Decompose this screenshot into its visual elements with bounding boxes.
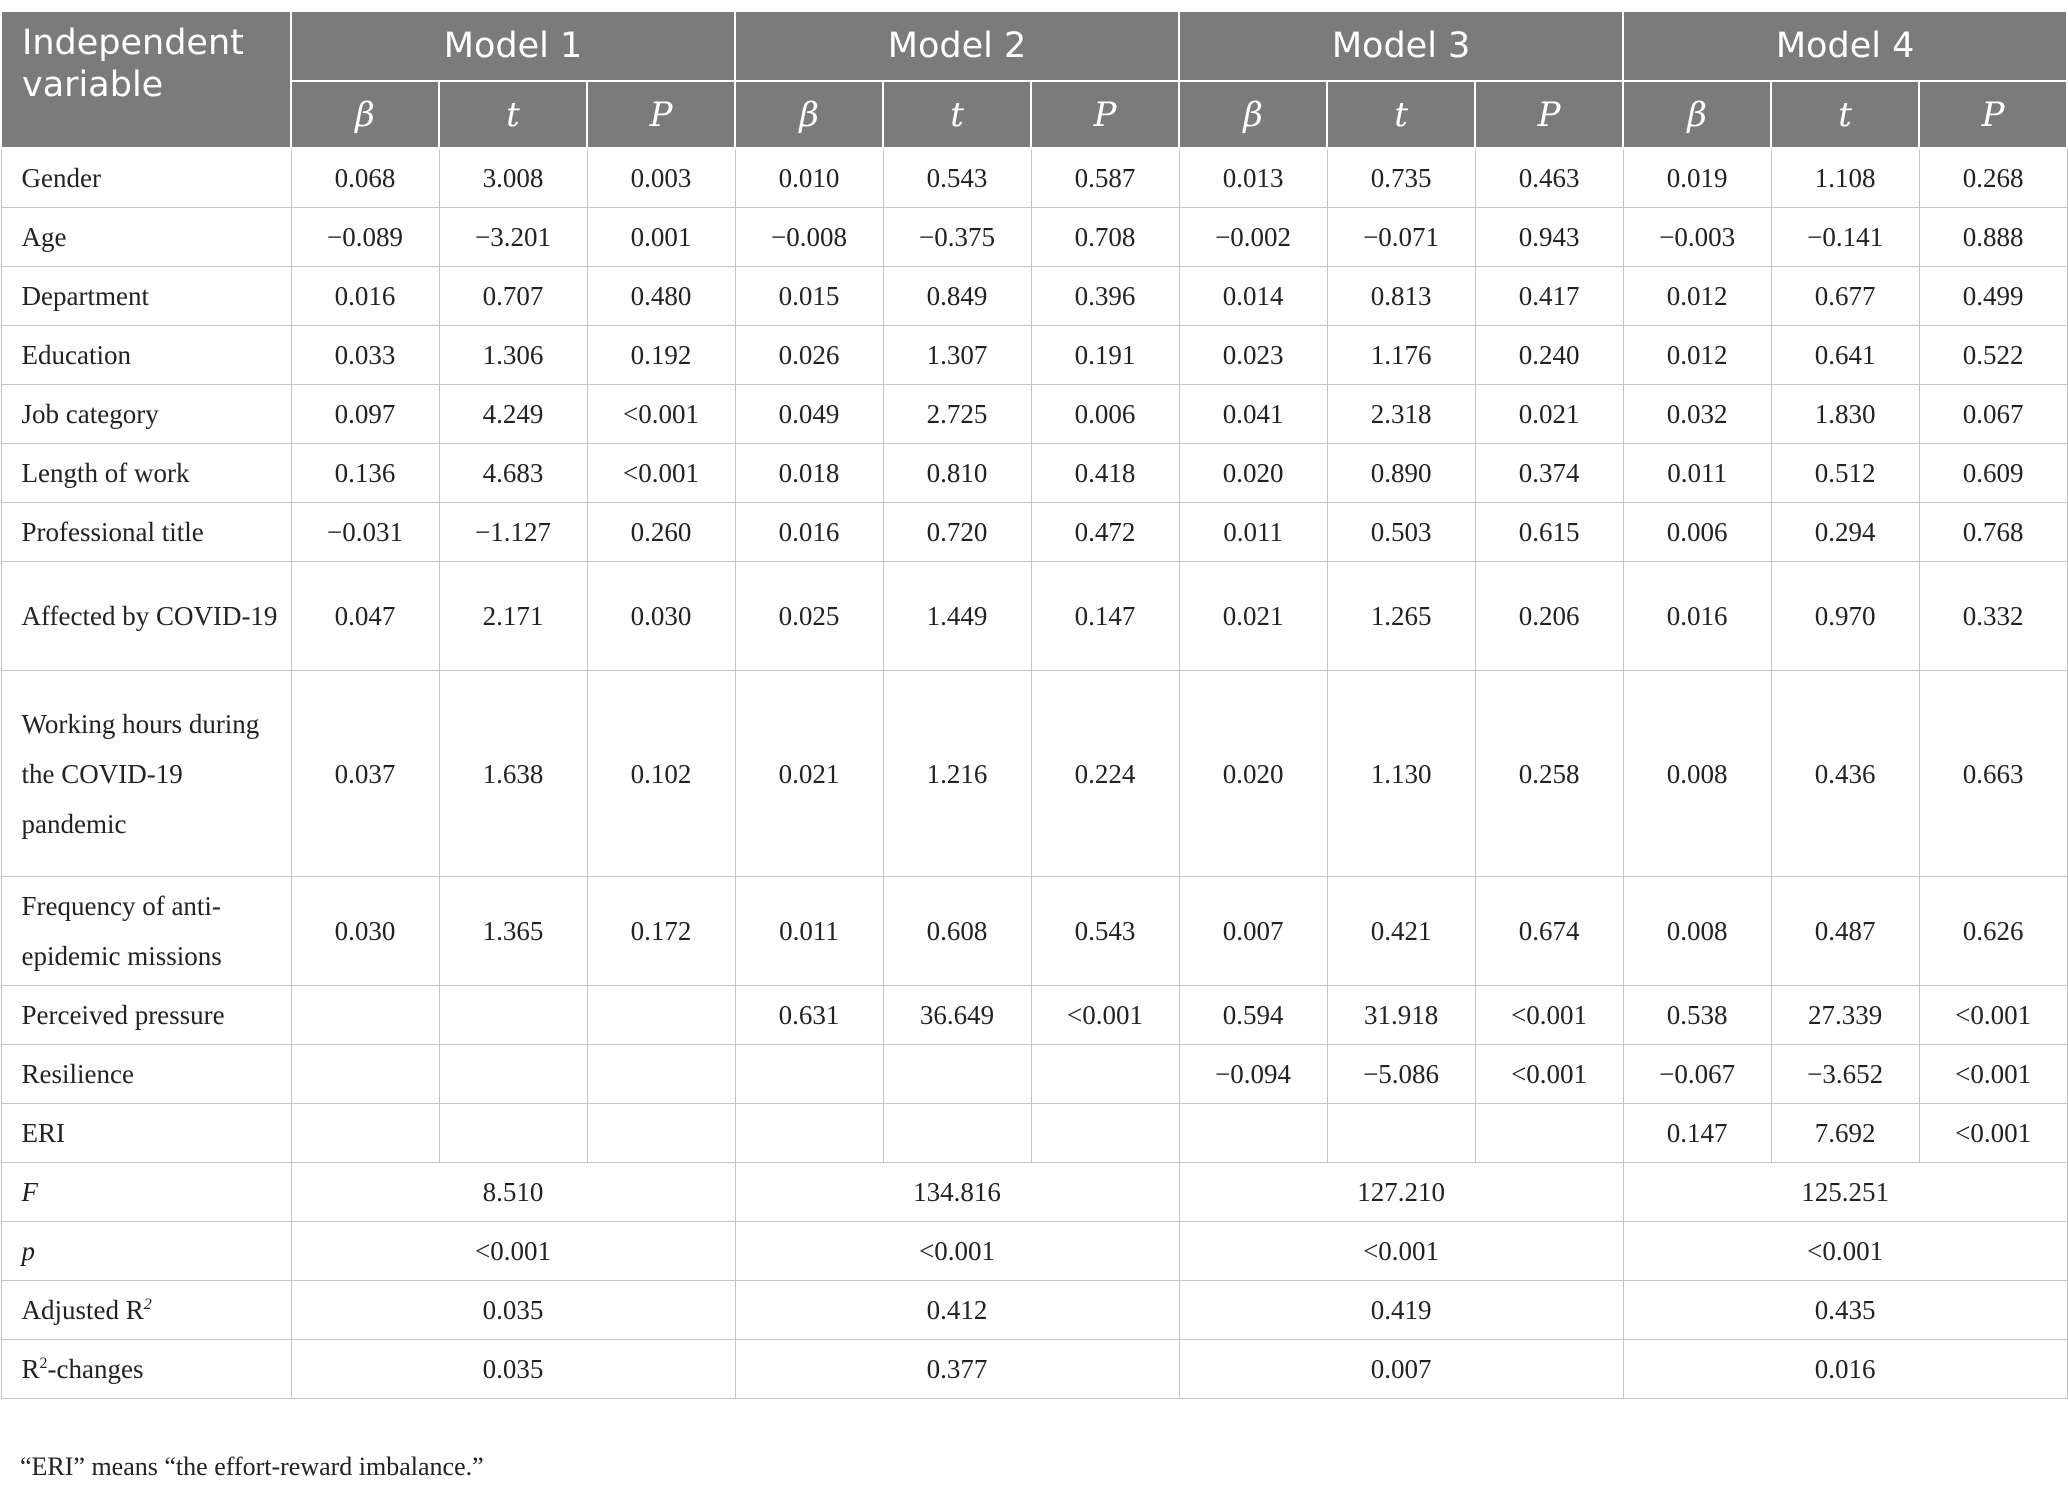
- cell: 0.015: [735, 267, 883, 326]
- cell: 0.538: [1623, 986, 1771, 1045]
- cell: 0.608: [883, 877, 1031, 986]
- cell: [587, 1045, 735, 1104]
- cell: 0.007: [1179, 877, 1327, 986]
- t-header: t: [439, 81, 587, 148]
- cell: [735, 1104, 883, 1163]
- cell: 0.735: [1327, 148, 1475, 208]
- row-label: ERI: [1, 1104, 291, 1163]
- cell: −0.067: [1623, 1045, 1771, 1104]
- row-label: Job category: [1, 385, 291, 444]
- cell: 0.021: [1179, 562, 1327, 671]
- cell: 0.419: [1179, 1281, 1623, 1340]
- model-4-header: Model 4: [1623, 11, 2067, 81]
- table-row: [1, 1045, 2067, 1104]
- cell: 0.943: [1475, 208, 1623, 267]
- cell: <0.001: [1919, 986, 2067, 1045]
- cell: 125.251: [1623, 1163, 2067, 1222]
- cell: 0.016: [291, 267, 439, 326]
- t-header: t: [883, 81, 1031, 148]
- cell: 31.918: [1327, 986, 1475, 1045]
- cell: −0.141: [1771, 208, 1919, 267]
- cell: 0.011: [1623, 444, 1771, 503]
- cell: 0.097: [291, 385, 439, 444]
- row-label: Age: [1, 208, 291, 267]
- beta-header: β: [1623, 81, 1771, 148]
- cell: 1.449: [883, 562, 1031, 671]
- summary-row-r2-changes: [1, 1340, 2067, 1399]
- table-row: [1, 208, 2067, 267]
- cell: −0.094: [1179, 1045, 1327, 1104]
- row-label: [1, 1340, 291, 1399]
- cell: 2.171: [439, 562, 587, 671]
- cell: 0.332: [1919, 562, 2067, 671]
- row-label-text: Adjusted R: [21, 1295, 144, 1325]
- model-1-header: Model 1: [291, 11, 735, 81]
- t-header: t: [1771, 81, 1919, 148]
- cell: 0.503: [1327, 503, 1475, 562]
- cell: 0.008: [1623, 671, 1771, 877]
- cell: 0.020: [1179, 444, 1327, 503]
- beta-header: β: [1179, 81, 1327, 148]
- table-row: [1, 267, 2067, 326]
- cell: 0.018: [735, 444, 883, 503]
- cell: 0.136: [291, 444, 439, 503]
- table-footnote: “ERI” means “the effort-reward imbalance.”: [20, 1452, 484, 1481]
- cell: 0.021: [735, 671, 883, 877]
- cell: 0.035: [291, 1281, 735, 1340]
- cell: 0.663: [1919, 671, 2067, 877]
- cell: 0.631: [735, 986, 883, 1045]
- cell: 0.418: [1031, 444, 1179, 503]
- cell: <0.001: [291, 1222, 735, 1281]
- cell: 0.206: [1475, 562, 1623, 671]
- table-row: [1, 986, 2067, 1045]
- cell: 0.768: [1919, 503, 2067, 562]
- row-label: Perceived pressure: [1, 986, 291, 1045]
- cell: 0.587: [1031, 148, 1179, 208]
- cell: −1.127: [439, 503, 587, 562]
- table-row: [1, 326, 2067, 385]
- table-row: [1, 671, 2067, 877]
- row-label: [1, 1281, 291, 1340]
- cell: 0.016: [1623, 562, 1771, 671]
- cell: 0.102: [587, 671, 735, 877]
- cell: [291, 1045, 439, 1104]
- cell: 0.641: [1771, 326, 1919, 385]
- table-row: [1, 444, 2067, 503]
- cell: 0.720: [883, 503, 1031, 562]
- cell: 0.626: [1919, 877, 2067, 986]
- cell: 0.412: [735, 1281, 1179, 1340]
- table-row: [1, 1104, 2067, 1163]
- cell: <0.001: [1475, 1045, 1623, 1104]
- cell: <0.001: [1031, 986, 1179, 1045]
- cell: <0.001: [1919, 1104, 2067, 1163]
- cell: <0.001: [1919, 1045, 2067, 1104]
- cell: 0.019: [1623, 148, 1771, 208]
- cell: 0.067: [1919, 385, 2067, 444]
- row-label: Professional title: [1, 503, 291, 562]
- cell: 0.674: [1475, 877, 1623, 986]
- cell: 0.487: [1771, 877, 1919, 986]
- cell: 0.436: [1771, 671, 1919, 877]
- cell: 0.007: [1179, 1340, 1623, 1399]
- p-header: P: [1475, 81, 1623, 148]
- cell: −3.201: [439, 208, 587, 267]
- cell: 0.849: [883, 267, 1031, 326]
- table-row: [1, 148, 2067, 208]
- cell: −0.002: [1179, 208, 1327, 267]
- cell: 0.594: [1179, 986, 1327, 1045]
- cell: 0.047: [291, 562, 439, 671]
- cell: [1179, 1104, 1327, 1163]
- cell: 0.033: [291, 326, 439, 385]
- cell: 0.006: [1031, 385, 1179, 444]
- cell: 0.609: [1919, 444, 2067, 503]
- beta-header: β: [291, 81, 439, 148]
- cell: <0.001: [735, 1222, 1179, 1281]
- cell: 0.001: [587, 208, 735, 267]
- cell: <0.001: [1623, 1222, 2067, 1281]
- cell: <0.001: [587, 385, 735, 444]
- cell: 0.032: [1623, 385, 1771, 444]
- superscript: 2: [39, 1355, 48, 1372]
- cell: 0.377: [735, 1340, 1179, 1399]
- cell: 0.041: [1179, 385, 1327, 444]
- cell: [1327, 1104, 1475, 1163]
- row-label-prefix: R: [21, 1354, 40, 1384]
- table-wrapper: [0, 10, 2068, 1399]
- cell: −0.071: [1327, 208, 1475, 267]
- table-row: [1, 503, 2067, 562]
- cell: 1.176: [1327, 326, 1475, 385]
- p-header: P: [1031, 81, 1179, 148]
- cell: 0.260: [587, 503, 735, 562]
- cell: 0.011: [735, 877, 883, 986]
- cell: [587, 986, 735, 1045]
- cell: 0.435: [1623, 1281, 2067, 1340]
- cell: 0.294: [1771, 503, 1919, 562]
- cell: 1.830: [1771, 385, 1919, 444]
- cell: 0.421: [1327, 877, 1475, 986]
- cell: 0.013: [1179, 148, 1327, 208]
- cell: 0.258: [1475, 671, 1623, 877]
- cell: 0.417: [1475, 267, 1623, 326]
- cell: [439, 1104, 587, 1163]
- cell: 0.012: [1623, 267, 1771, 326]
- cell: 0.016: [1623, 1340, 2067, 1399]
- cell: 0.615: [1475, 503, 1623, 562]
- cell: 0.268: [1919, 148, 2067, 208]
- cell: 0.463: [1475, 148, 1623, 208]
- cell: [883, 1104, 1031, 1163]
- beta-header: β: [735, 81, 883, 148]
- cell: 0.147: [1031, 562, 1179, 671]
- cell: 127.210: [1179, 1163, 1623, 1222]
- cell: 0.543: [1031, 877, 1179, 986]
- cell: 1.365: [439, 877, 587, 986]
- cell: 0.224: [1031, 671, 1179, 877]
- cell: 0.008: [1623, 877, 1771, 986]
- row-label: Length of work: [1, 444, 291, 503]
- row-label: Department: [1, 267, 291, 326]
- cell: 0.240: [1475, 326, 1623, 385]
- cell: 0.010: [735, 148, 883, 208]
- cell: 0.068: [291, 148, 439, 208]
- independent-variable-header: Independent variable: [1, 11, 291, 148]
- cell: 0.191: [1031, 326, 1179, 385]
- cell: [291, 986, 439, 1045]
- row-label: Working hours during the COVID-19 pandemic: [1, 671, 291, 877]
- cell: 0.480: [587, 267, 735, 326]
- cell: 0.522: [1919, 326, 2067, 385]
- cell: 0.813: [1327, 267, 1475, 326]
- table-row: [1, 385, 2067, 444]
- cell: 0.006: [1623, 503, 1771, 562]
- cell: 0.023: [1179, 326, 1327, 385]
- cell: 36.649: [883, 986, 1031, 1045]
- cell: 0.707: [439, 267, 587, 326]
- cell: −0.031: [291, 503, 439, 562]
- table-row: [1, 877, 2067, 986]
- summary-row-p: [1, 1222, 2067, 1281]
- row-label: Frequency of anti-epidemic missions: [1, 877, 291, 986]
- cell: 0.012: [1623, 326, 1771, 385]
- cell: 0.888: [1919, 208, 2067, 267]
- cell: −3.652: [1771, 1045, 1919, 1104]
- header-row-stats: [1, 81, 2067, 148]
- row-label: Education: [1, 326, 291, 385]
- cell: [1031, 1104, 1179, 1163]
- cell: 0.020: [1179, 671, 1327, 877]
- cell: 1.306: [439, 326, 587, 385]
- cell: [439, 1045, 587, 1104]
- cell: 0.021: [1475, 385, 1623, 444]
- cell: 0.037: [291, 671, 439, 877]
- cell: <0.001: [1179, 1222, 1623, 1281]
- cell: [587, 1104, 735, 1163]
- cell: −0.375: [883, 208, 1031, 267]
- cell: 1.108: [1771, 148, 1919, 208]
- cell: 0.016: [735, 503, 883, 562]
- cell: 0.049: [735, 385, 883, 444]
- t-header: t: [1327, 81, 1475, 148]
- cell: 4.249: [439, 385, 587, 444]
- cell: 0.970: [1771, 562, 1919, 671]
- model-2-header: Model 2: [735, 11, 1179, 81]
- cell: −0.008: [735, 208, 883, 267]
- cell: 27.339: [1771, 986, 1919, 1045]
- superscript: 2: [143, 1296, 152, 1313]
- cell: 0.030: [587, 562, 735, 671]
- row-label: F: [1, 1163, 291, 1222]
- row-label: Gender: [1, 148, 291, 208]
- cell: 7.692: [1771, 1104, 1919, 1163]
- cell: [1475, 1104, 1623, 1163]
- cell: 0.014: [1179, 267, 1327, 326]
- row-label-suffix: -changes: [47, 1354, 144, 1384]
- cell: −0.089: [291, 208, 439, 267]
- cell: 0.030: [291, 877, 439, 986]
- cell: 0.026: [735, 326, 883, 385]
- summary-row-adjusted-r2: [1, 1281, 2067, 1340]
- p-header: P: [587, 81, 735, 148]
- cell: 0.810: [883, 444, 1031, 503]
- p-header: P: [1919, 81, 2067, 148]
- cell: −5.086: [1327, 1045, 1475, 1104]
- cell: 0.003: [587, 148, 735, 208]
- model-3-header: Model 3: [1179, 11, 1623, 81]
- cell: 0.499: [1919, 267, 2067, 326]
- cell: 0.011: [1179, 503, 1327, 562]
- cell: 0.708: [1031, 208, 1179, 267]
- cell: [883, 1045, 1031, 1104]
- cell: 1.130: [1327, 671, 1475, 877]
- cell: <0.001: [1475, 986, 1623, 1045]
- cell: 1.307: [883, 326, 1031, 385]
- regression-table: [0, 10, 2068, 1399]
- cell: [1031, 1045, 1179, 1104]
- cell: 1.265: [1327, 562, 1475, 671]
- cell: 1.216: [883, 671, 1031, 877]
- cell: 0.512: [1771, 444, 1919, 503]
- cell: [439, 986, 587, 1045]
- cell: 8.510: [291, 1163, 735, 1222]
- cell: <0.001: [587, 444, 735, 503]
- cell: 0.374: [1475, 444, 1623, 503]
- cell: −0.003: [1623, 208, 1771, 267]
- cell: 134.816: [735, 1163, 1179, 1222]
- cell: 0.025: [735, 562, 883, 671]
- row-label: p: [1, 1222, 291, 1281]
- cell: 3.008: [439, 148, 587, 208]
- cell: 2.318: [1327, 385, 1475, 444]
- table-row: [1, 562, 2067, 671]
- cell: 0.472: [1031, 503, 1179, 562]
- cell: 0.192: [587, 326, 735, 385]
- cell: 0.396: [1031, 267, 1179, 326]
- cell: 4.683: [439, 444, 587, 503]
- cell: 0.035: [291, 1340, 735, 1399]
- row-label: Affected by COVID-19: [1, 562, 291, 671]
- summary-row-f: [1, 1163, 2067, 1222]
- row-label: Resilience: [1, 1045, 291, 1104]
- cell: 0.172: [587, 877, 735, 986]
- cell: 0.147: [1623, 1104, 1771, 1163]
- cell: 1.638: [439, 671, 587, 877]
- cell: [291, 1104, 439, 1163]
- header-row-models: [1, 11, 2067, 81]
- cell: 0.890: [1327, 444, 1475, 503]
- cell: 2.725: [883, 385, 1031, 444]
- cell: 0.677: [1771, 267, 1919, 326]
- cell: 0.543: [883, 148, 1031, 208]
- cell: [735, 1045, 883, 1104]
